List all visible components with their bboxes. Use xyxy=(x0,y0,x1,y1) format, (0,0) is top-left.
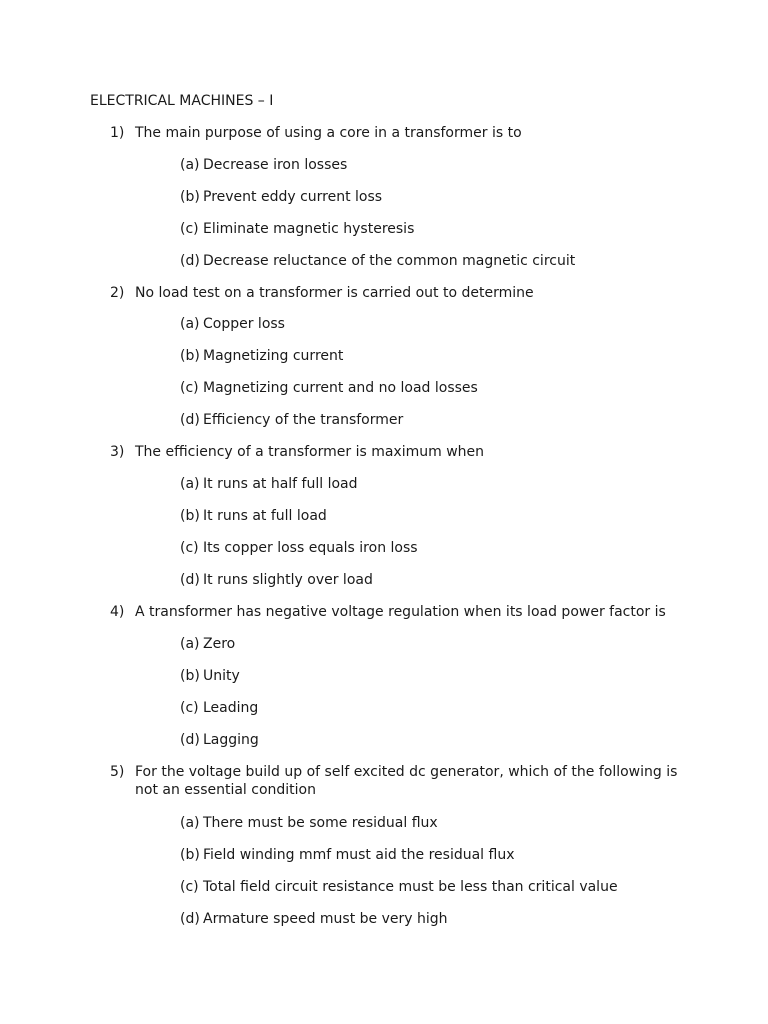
question-text: For the voltage build up of self excited dc generator, which of the following is not an essential condition xyxy=(135,764,678,798)
question-number: 4) xyxy=(110,604,125,620)
question-5-option-d xyxy=(180,910,448,928)
option-letter: (d) xyxy=(180,572,200,588)
question-5-option-c xyxy=(180,878,618,896)
question-1-option-b xyxy=(180,188,382,206)
question-3-option-b xyxy=(180,507,327,525)
question-4-option-a xyxy=(180,635,235,653)
question-2-option-b xyxy=(180,347,343,365)
question-number: 2) xyxy=(110,285,125,301)
option-text: Field winding mmf must aid the residual flux xyxy=(203,847,515,863)
option-text: It runs at half full load xyxy=(203,476,358,492)
option-letter: (d) xyxy=(180,253,200,269)
question-3-option-c xyxy=(180,539,418,557)
option-letter: (d) xyxy=(180,412,200,428)
question-1-option-c xyxy=(180,220,414,238)
question-2-option-a xyxy=(180,315,285,333)
option-text: It runs slightly over load xyxy=(203,572,373,588)
option-letter: (c) xyxy=(180,700,199,716)
option-letter: (c) xyxy=(180,221,199,237)
option-letter: (b) xyxy=(180,189,200,205)
option-letter: (d) xyxy=(180,911,200,927)
option-text: Magnetizing current xyxy=(203,348,344,364)
option-letter: (d) xyxy=(180,732,200,748)
question-1-option-d xyxy=(180,252,575,270)
option-text: Unity xyxy=(203,668,240,684)
option-text: Decrease reluctance of the common magnetic circuit xyxy=(203,253,576,269)
option-text: Total field circuit resistance must be less than critical value xyxy=(203,879,618,895)
question-3-option-d xyxy=(180,571,373,589)
document-title: ELECTRICAL MACHINES – I xyxy=(90,93,274,109)
option-text: Prevent eddy current loss xyxy=(203,189,383,205)
option-text: Copper loss xyxy=(203,316,285,332)
option-text: Armature speed must be very high xyxy=(203,911,448,927)
option-text: Leading xyxy=(203,700,259,716)
question-number: 1) xyxy=(110,125,125,141)
option-text: It runs at full load xyxy=(203,508,327,524)
option-text: Zero xyxy=(203,636,236,652)
option-letter: (b) xyxy=(180,847,200,863)
option-text: Lagging xyxy=(203,732,259,748)
question-number: 3) xyxy=(110,444,125,460)
option-letter: (b) xyxy=(180,668,200,684)
option-letter: (b) xyxy=(180,508,200,524)
option-letter: (a) xyxy=(180,157,200,173)
question-text: The main purpose of using a core in a transformer is to xyxy=(135,125,522,141)
option-letter: (a) xyxy=(180,476,200,492)
question-2-option-d xyxy=(180,411,403,429)
option-text: Magnetizing current and no load losses xyxy=(203,380,478,396)
question-text: No load test on a transformer is carried out to determine xyxy=(135,285,534,301)
option-letter: (a) xyxy=(180,636,200,652)
option-text: Eliminate magnetic hysteresis xyxy=(203,221,415,237)
option-letter: (c) xyxy=(180,879,199,895)
question-4-option-c xyxy=(180,699,258,717)
question-number: 5) xyxy=(110,764,125,780)
question-4-option-d xyxy=(180,731,259,749)
option-text: Decrease iron losses xyxy=(203,157,348,173)
question-5-option-a xyxy=(180,814,438,832)
option-letter: (c) xyxy=(180,380,199,396)
option-letter: (c) xyxy=(180,540,199,556)
option-letter: (a) xyxy=(180,316,200,332)
option-text: Efficiency of the transformer xyxy=(203,412,404,428)
option-letter: (a) xyxy=(180,815,200,831)
question-4-option-b xyxy=(180,667,240,685)
option-text: There must be some residual flux xyxy=(203,815,438,831)
question-2-option-c xyxy=(180,379,478,397)
question-3-option-a xyxy=(180,475,358,493)
question-5-option-b xyxy=(180,846,515,864)
option-text: Its copper loss equals iron loss xyxy=(203,540,418,556)
question-text: The efficiency of a transformer is maximum when xyxy=(135,444,485,460)
question-1-option-a xyxy=(180,156,347,174)
option-letter: (b) xyxy=(180,348,200,364)
question-text: A transformer has negative voltage regulation when its load power factor is xyxy=(135,604,666,620)
